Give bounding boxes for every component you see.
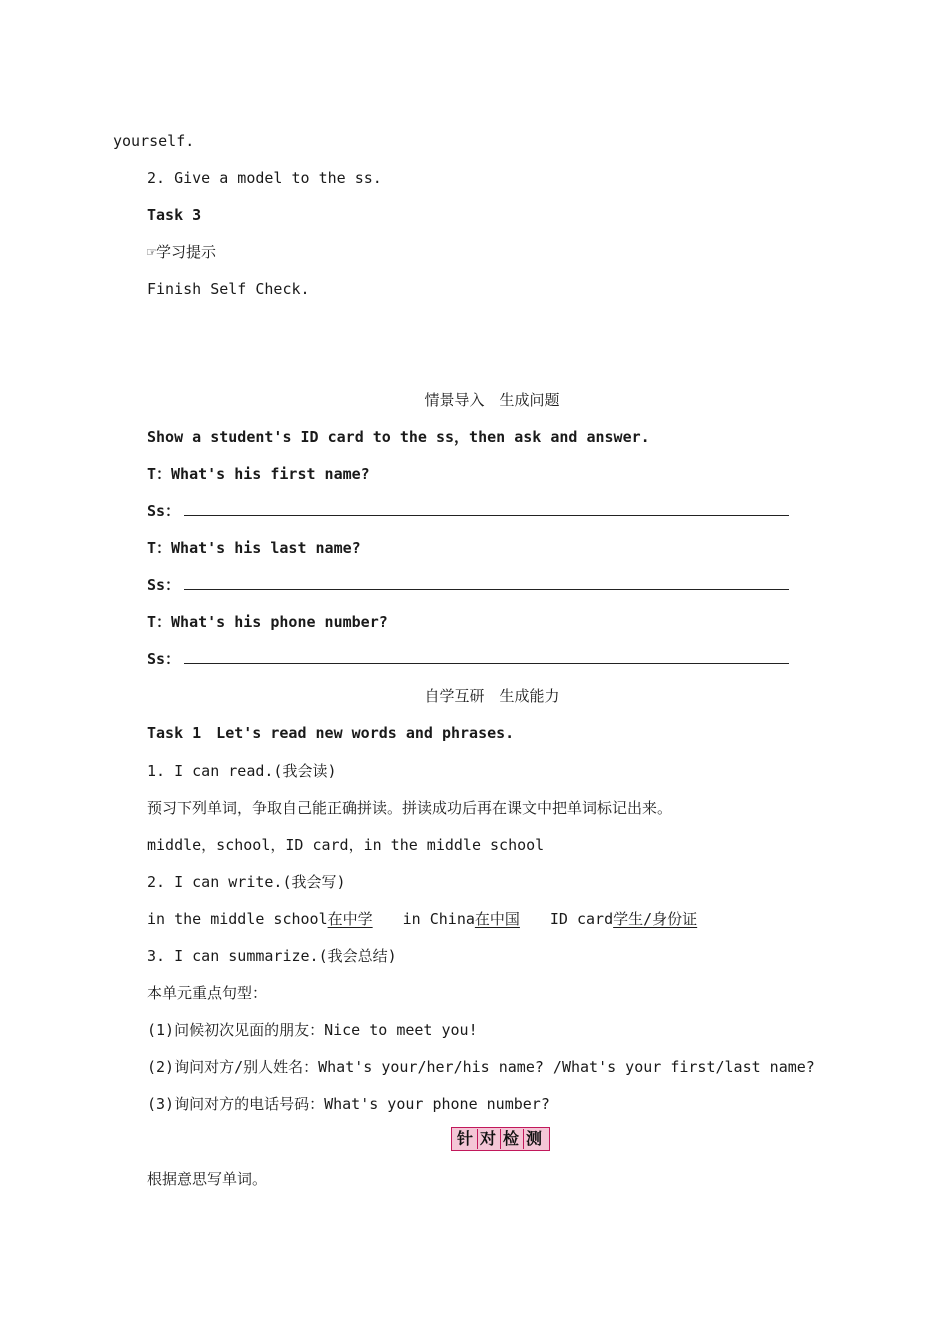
phrase-zh: 在中学: [327, 910, 373, 928]
word-list: middle，school，ID card，in the middle school: [147, 836, 545, 854]
summary-item: (2)询问对方/别人姓名：What's your/her/his name? /What's your first/last name?: [147, 1058, 815, 1076]
phrase-zh: 在中国: [474, 910, 520, 928]
answer-prefix: Ss：: [147, 650, 181, 668]
phrase-en: ID card: [549, 910, 614, 928]
badge-char: 检: [501, 1129, 524, 1149]
answer-row: [147, 649, 789, 669]
subtask-title: 3. I can summarize.(我会总结): [147, 947, 397, 965]
subtask-title: 2. I can write.(我会写): [147, 873, 346, 891]
summary-item: (3)询问对方的电话号码：What's your phone number?: [147, 1095, 550, 1113]
answer-blank[interactable]: [184, 649, 789, 664]
answer-blank[interactable]: [184, 575, 789, 590]
teacher-question: T：What's his last name?: [147, 539, 361, 557]
intro-line: Show a student's ID card to the ss，then ask and answer.: [147, 428, 650, 446]
study-hint-label: ☞学习提示: [147, 243, 217, 261]
section-heading: 自学互研 生成能力: [424, 687, 560, 705]
answer-row: [147, 575, 789, 595]
answer-prefix: Ss：: [147, 576, 181, 594]
phrase-zh: 学生/身份证: [613, 910, 698, 928]
summary-item: (1)问候初次见面的朋友：Nice to meet you!: [147, 1021, 478, 1039]
summary-intro: 本单元重点句型：: [147, 984, 268, 1002]
text-line: yourself.: [113, 132, 195, 150]
task-heading: Task 1 Let's read new words and phrases.: [147, 724, 515, 742]
answer-blank[interactable]: [184, 501, 789, 516]
answer-row: [147, 501, 789, 521]
targeted-check-badge: [451, 1127, 550, 1151]
exercise-instruction: 根据意思写单词。: [147, 1170, 268, 1188]
write-items-row: [147, 909, 697, 929]
text-line: 2. Give a model to the ss.: [147, 169, 382, 187]
subtask-title: 1. I can read.(我会读): [147, 762, 337, 780]
text-line: Finish Self Check.: [147, 280, 310, 298]
teacher-question: T：What's his first name?: [147, 465, 370, 483]
instruction-line: 预习下列单词，争取自己能正确拼读。拼读成功后再在课文中把单词标记出来。: [147, 799, 673, 817]
badge-char: 针: [455, 1129, 478, 1149]
phrase-en: in China: [402, 910, 475, 928]
badge-char: 测: [526, 1129, 545, 1148]
answer-prefix: Ss：: [147, 502, 181, 520]
task-heading: Task 3: [147, 206, 202, 224]
badge-char: 对: [478, 1129, 501, 1149]
teacher-question: T：What's his phone number?: [147, 613, 388, 631]
section-heading: 情景导入 生成问题: [424, 391, 560, 409]
phrase-en: in the middle school: [147, 910, 328, 928]
